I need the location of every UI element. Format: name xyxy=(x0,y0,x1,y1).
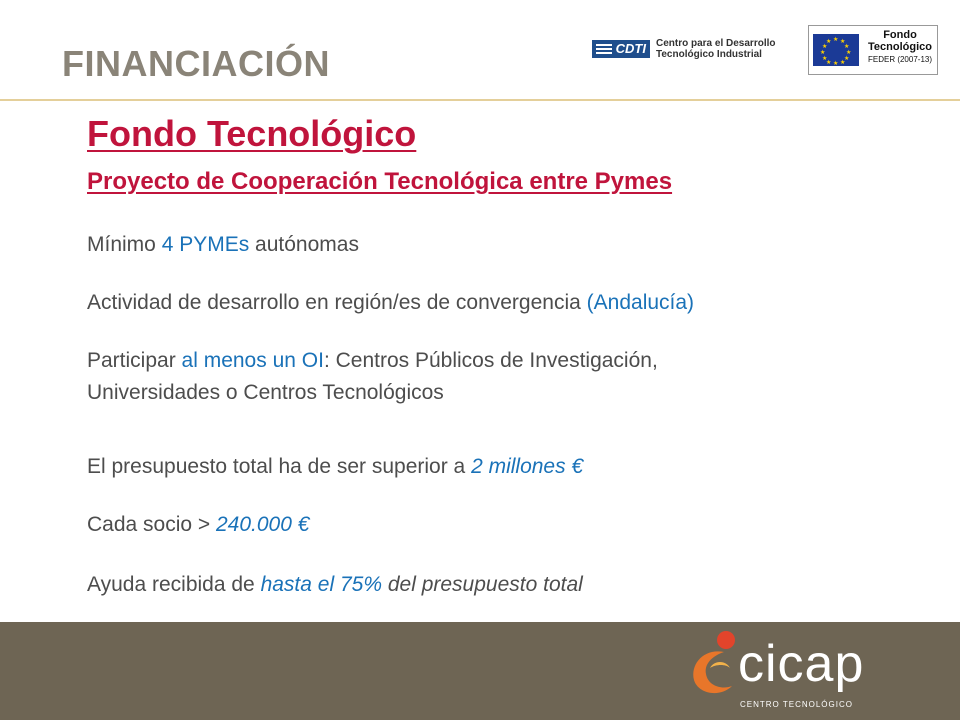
cicap-wordmark: cicap xyxy=(738,635,865,693)
item-text: El presupuesto total ha de ser superior a xyxy=(87,455,472,478)
item-text: Actividad de desarrollo en región/es de convergencia xyxy=(87,291,587,314)
cicap-tagline: CENTRO TECNOLÓGICO xyxy=(740,700,853,709)
item-highlight: al menos un OI xyxy=(181,349,324,372)
item-highlight: 2 millones € xyxy=(471,455,584,478)
list-item-oi-continued: Universidades o Centros Tecnológicos xyxy=(87,381,444,404)
list-item-aid xyxy=(87,570,583,600)
cdti-logo xyxy=(592,36,792,66)
list-item-oi xyxy=(87,346,658,376)
list-item-budget xyxy=(87,452,583,482)
item-text: del presupuesto total xyxy=(382,573,583,596)
cicap-symbol-icon xyxy=(686,628,746,698)
cdti-stripes-icon xyxy=(596,44,612,54)
item-text: Cada socio > xyxy=(87,513,216,536)
eu-flag-icon: ★ ★ ★ ★ ★ ★ ★ ★ ★ ★ ★ ★ xyxy=(813,34,859,66)
item-text: Mínimo xyxy=(87,233,162,256)
item-highlight: hasta el 75% xyxy=(260,573,382,596)
cdti-name-line2: Tecnológico Industrial xyxy=(656,49,762,60)
section-title: FINANCIACIÓN xyxy=(62,43,330,84)
item-highlight: (Andalucía) xyxy=(586,291,695,314)
cdti-name-line1: Centro para el Desarrollo xyxy=(656,38,776,49)
list-item-region xyxy=(87,288,694,318)
item-text: Participar xyxy=(87,349,182,372)
cicap-logo xyxy=(686,628,876,714)
item-text: Ayuda recibida de xyxy=(87,573,261,596)
fondo-line2: Tecnológico xyxy=(868,41,932,53)
list-item-partner xyxy=(87,510,309,540)
header-divider xyxy=(0,99,960,101)
item-text: autónomas xyxy=(249,233,359,256)
cdti-name xyxy=(656,38,796,60)
content-subtitle: Proyecto de Cooperación Tecnológica entre Pymes xyxy=(87,168,673,195)
list-item-min-pymes xyxy=(87,230,359,260)
content-title: Fondo Tecnológico xyxy=(87,113,417,154)
item-highlight: 4 PYMEs xyxy=(161,233,250,256)
fondo-line1: Fondo xyxy=(883,29,917,41)
fondo-tecnologico-text xyxy=(863,29,937,66)
item-text: : Centros Públicos de Investigación, xyxy=(323,349,658,372)
item-highlight: 240.000 € xyxy=(216,513,310,536)
fondo-tecnologico-logo xyxy=(808,25,938,75)
cdti-mark-text: CDTI xyxy=(615,41,646,56)
fondo-line3: FEDER (2007-13) xyxy=(867,55,933,64)
cdti-mark xyxy=(592,40,650,58)
